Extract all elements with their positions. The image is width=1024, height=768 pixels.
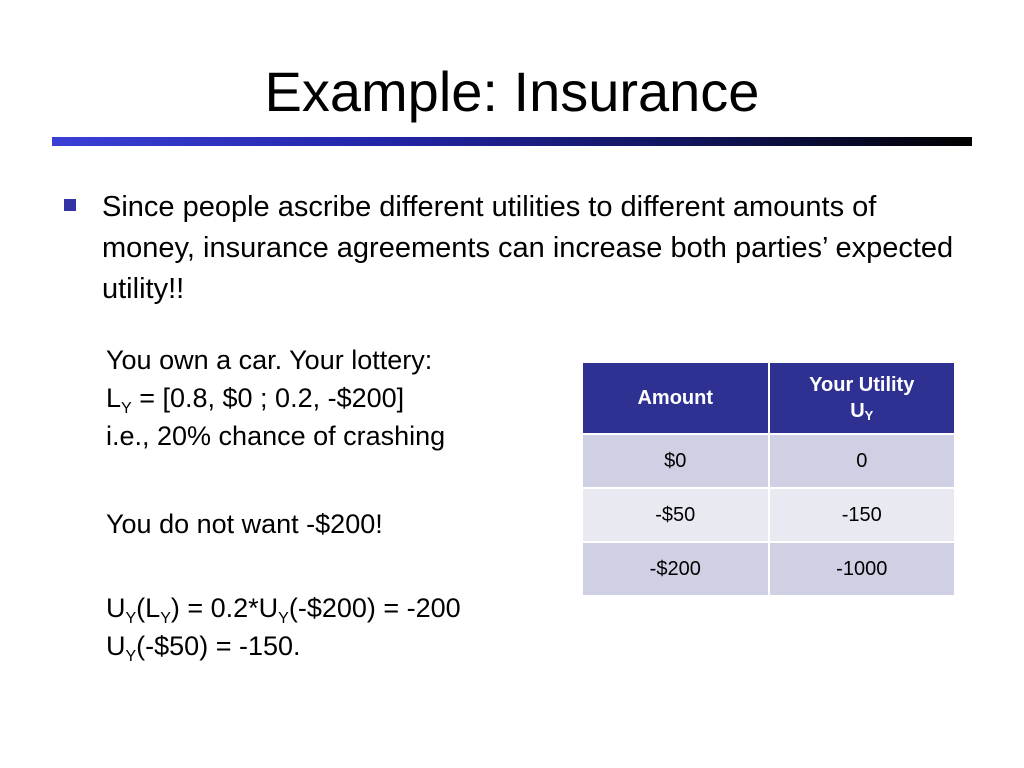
utility-symbol: U	[106, 631, 126, 661]
want-statement	[106, 505, 383, 543]
table-row	[582, 488, 955, 542]
lottery-symbol: L	[106, 383, 122, 413]
equation-part: ) = 0.2*U	[170, 593, 279, 623]
table-row	[582, 434, 955, 488]
utility-cell: -1000	[769, 542, 956, 596]
lottery-line-1: You own a car. Your lottery:	[106, 345, 433, 375]
utility-header-subscript: Y	[864, 408, 874, 423]
utility-subscript: Y	[125, 648, 137, 665]
lottery-definition: = [0.8, $0 ; 0.2, -$200]	[131, 383, 405, 413]
table-row	[582, 542, 955, 596]
table-header-row	[582, 362, 955, 434]
utility-table	[581, 361, 956, 597]
amount-cell: $0	[582, 434, 769, 488]
utility-subscript: Y	[278, 610, 289, 627]
amount-cell: -$200	[582, 542, 769, 596]
lottery-subscript: Y	[121, 400, 132, 417]
utility-cell: -150	[769, 488, 956, 542]
lottery-subscript: Y	[160, 610, 171, 627]
utility-symbol: U	[106, 593, 126, 623]
lottery-line-3: i.e., 20% chance of crashing	[106, 421, 446, 451]
column-header-amount: Amount	[582, 362, 769, 434]
utility-equation-2	[106, 627, 461, 665]
equation-part: (-$50) = -150.	[136, 631, 301, 661]
equation-part: (-$200) = -200	[288, 593, 461, 623]
title-divider	[52, 137, 972, 146]
utility-subscript: Y	[125, 610, 137, 627]
utility-cell: 0	[769, 434, 956, 488]
utility-header-symbol: U	[850, 400, 865, 422]
utility-equations	[106, 589, 461, 665]
amount-cell: -$50	[582, 488, 769, 542]
want-line: You do not want -$200!	[106, 509, 383, 539]
column-header-utility	[769, 362, 956, 434]
lottery-description	[106, 341, 445, 455]
utility-header-label: Your Utility	[809, 374, 915, 396]
bullet-text: Since people ascribe different utilities to different amounts of money, insurance agreements can increase both parties’ expected utility!!	[102, 191, 954, 305]
utility-equation-1	[106, 589, 461, 627]
slide-title: Example: Insurance	[264, 60, 760, 123]
square-bullet-icon	[64, 199, 76, 211]
lottery-line-2	[106, 379, 445, 417]
equation-part: (L	[136, 593, 161, 623]
